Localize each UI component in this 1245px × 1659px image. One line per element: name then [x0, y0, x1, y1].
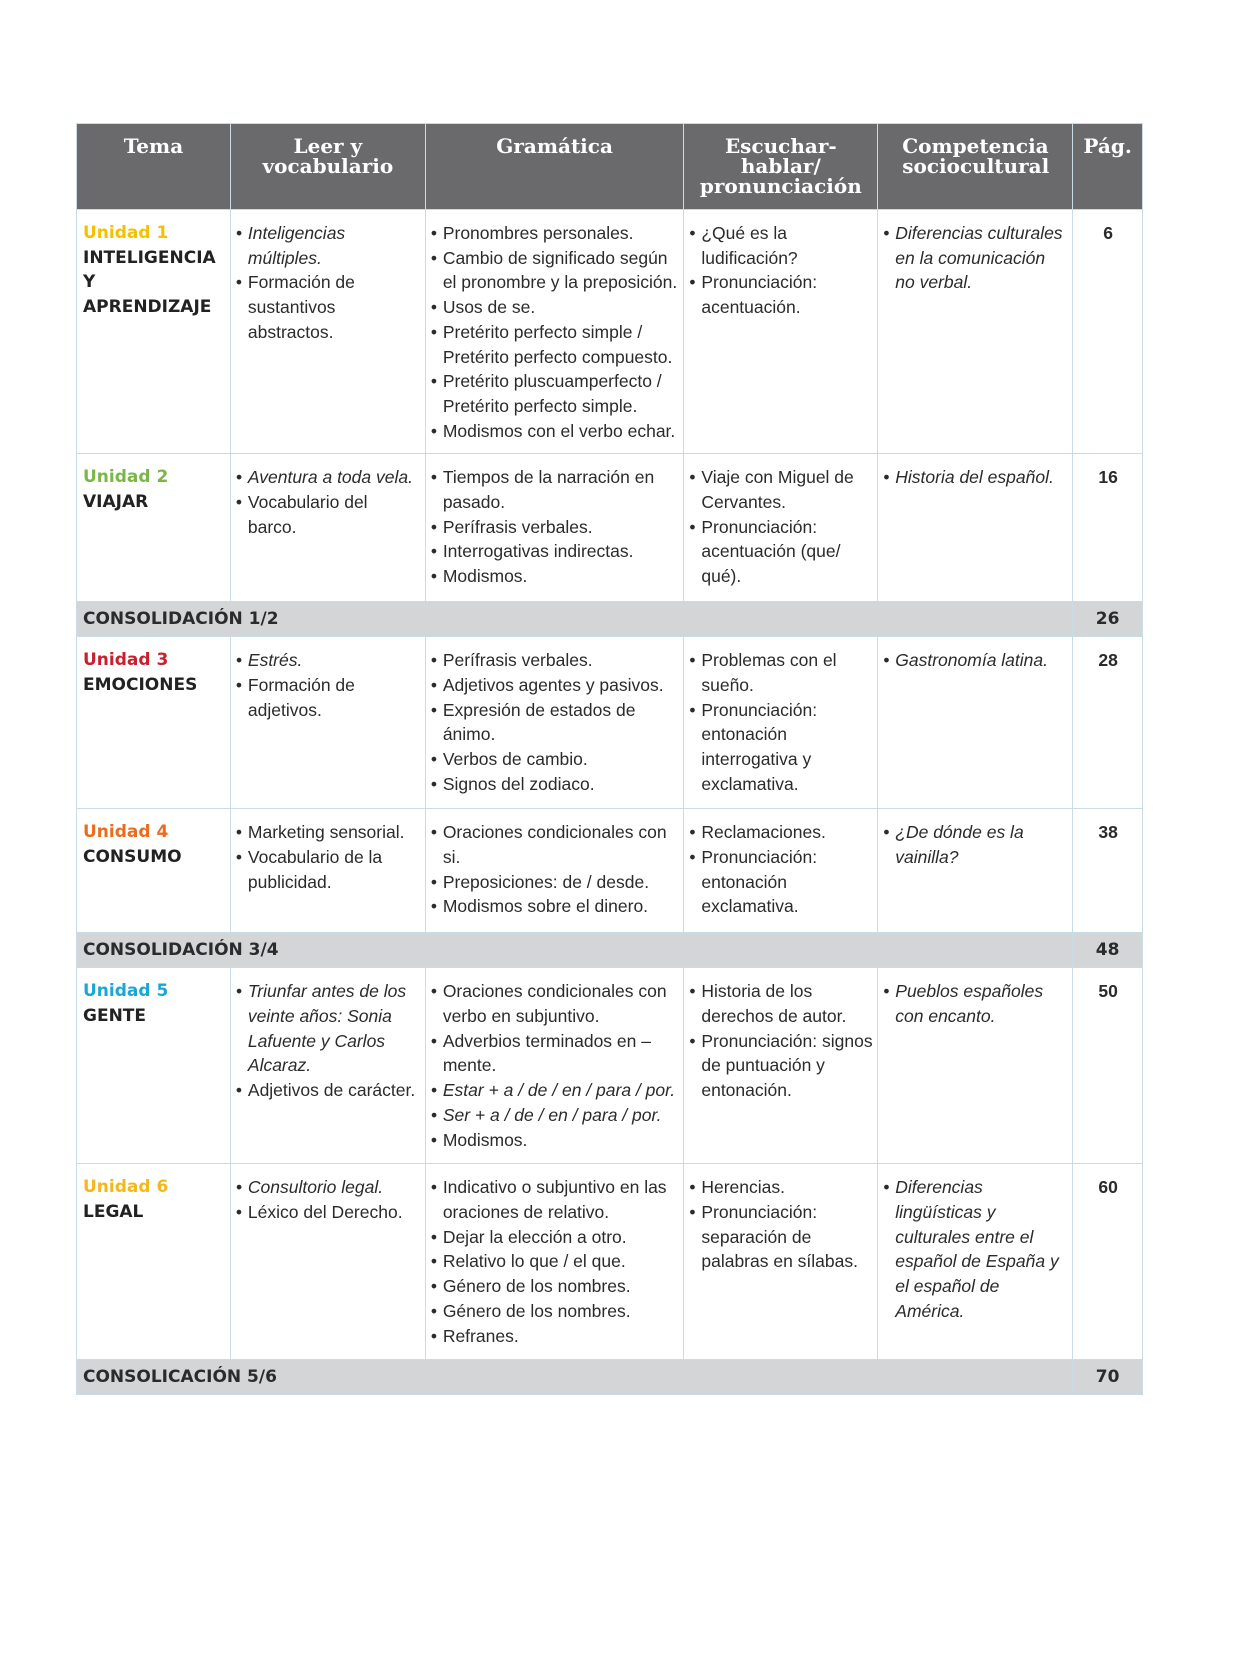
gramatica-item: • Relativo lo que / el que.: [431, 1249, 680, 1274]
page-number: 28: [1073, 637, 1143, 809]
gramatica-item: • Preposiciones: de / desde.: [431, 870, 680, 895]
contents-table: [76, 123, 1143, 1395]
escuchar-item: • Problemas con el sueño.: [689, 648, 873, 697]
escuchar-item: • Pronunciación: signos de puntuación y entonación.: [689, 1029, 873, 1103]
competencia-item: • Diferencias lingüísticas y culturales entre el español de España y el español de América.: [883, 1175, 1068, 1323]
escuchar-item: • ¿Qué es la ludificación?: [689, 221, 873, 270]
gramatica-item: • Modismos con el verbo echar.: [431, 419, 680, 444]
leer-item: • Léxico del Derecho.: [236, 1200, 421, 1225]
unit-label: Unidad 6: [83, 1177, 169, 1198]
leer-item: • Vocabulario del barco.: [236, 490, 421, 539]
unit-tema-cell: [77, 454, 231, 602]
competencia-cell: [878, 809, 1073, 933]
competencia-cell: [878, 454, 1073, 602]
unit-row: [77, 968, 1143, 1164]
leer-item: • Inteligencias múltiples.: [236, 221, 421, 270]
leer-cell: [230, 968, 425, 1164]
leer-item: • Triunfar antes de los veinte años: Sonia Lafuente y Carlos Alcaraz.: [236, 979, 421, 1078]
leer-item: • Aventura a toda vela.: [236, 465, 421, 490]
gramatica-item: • Ser + a / de / en / para / por.: [431, 1103, 680, 1128]
unit-row: [77, 809, 1143, 933]
gramatica-item: • Modismos sobre el dinero.: [431, 894, 680, 919]
page-number: 60: [1073, 1164, 1143, 1360]
page-number: 6: [1073, 210, 1143, 454]
unit-row: [77, 637, 1143, 809]
unit-tema-cell: [77, 809, 231, 933]
leer-cell: [230, 210, 425, 454]
consolidacion-label: CONSOLIDACIÓN 3/4: [77, 933, 1073, 968]
escuchar-item: • Viaje con Miguel de Cervantes.: [689, 465, 873, 514]
leer-item: • Formación de adjetivos.: [236, 673, 421, 722]
gramatica-item: • Cambio de significado según el pronombre y la preposición.: [431, 246, 680, 295]
leer-cell: [230, 454, 425, 602]
gramatica-cell: [425, 454, 684, 602]
gramatica-item: • Estar + a / de / en / para / por.: [431, 1078, 680, 1103]
unit-title: INTELIGENCIA Y APRENDIZAJE: [83, 247, 216, 318]
unit-title: GENTE: [83, 1006, 147, 1027]
unit-row: [77, 454, 1143, 602]
gramatica-item: • Pretérito perfecto simple / Pretérito perfecto compuesto.: [431, 320, 680, 369]
gramatica-item: • Pronombres personales.: [431, 221, 680, 246]
page-number: 38: [1073, 809, 1143, 933]
escuchar-item: • Pronunciación: separación de palabras en sílabas.: [689, 1200, 873, 1274]
escuchar-item: • Pronunciación: entonación interrogativa y exclamativa.: [689, 698, 873, 797]
header-leer-vocabulario: Leer y vocabulario: [230, 124, 425, 210]
unit-tema-cell: [77, 1164, 231, 1360]
header-row: [77, 124, 1143, 210]
competencia-item: • Diferencias culturales en la comunicación no verbal.: [883, 221, 1068, 295]
unit-title: VIAJAR: [83, 492, 149, 513]
consolidacion-row: [77, 933, 1143, 968]
page-number: 26: [1073, 602, 1143, 637]
gramatica-cell: [425, 637, 684, 809]
gramatica-item: • Expresión de estados de ánimo.: [431, 698, 680, 747]
escuchar-cell: [684, 637, 878, 809]
page-number: 50: [1073, 968, 1143, 1164]
page-number: 70: [1073, 1360, 1143, 1395]
unit-label: Unidad 5: [83, 981, 169, 1002]
consolidacion-row: [77, 1360, 1143, 1395]
gramatica-item: • Adverbios terminados en –mente.: [431, 1029, 680, 1078]
header-pag: Pág.: [1073, 124, 1143, 210]
gramatica-item: • Oraciones condicionales con si.: [431, 820, 680, 869]
escuchar-item: • Pronunciación: entonación exclamativa.: [689, 845, 873, 919]
gramatica-item: • Dejar la elección a otro.: [431, 1225, 680, 1250]
escuchar-item: • Reclamaciones.: [689, 820, 873, 845]
escuchar-item: • Pronunciación: acentuación.: [689, 270, 873, 319]
unit-tema-cell: [77, 968, 231, 1164]
leer-item: • Formación de sustantivos abstractos.: [236, 270, 421, 344]
competencia-cell: [878, 637, 1073, 809]
unit-row: [77, 210, 1143, 454]
competencia-cell: [878, 210, 1073, 454]
gramatica-item: • Perífrasis verbales.: [431, 648, 680, 673]
leer-item: • Vocabulario de la publicidad.: [236, 845, 421, 894]
gramatica-item: • Usos de se.: [431, 295, 680, 320]
escuchar-cell: [684, 1164, 878, 1360]
competencia-item: • ¿De dónde es la vainilla?: [883, 820, 1068, 869]
gramatica-item: • Refranes.: [431, 1324, 680, 1349]
leer-item: • Adjetivos de carácter.: [236, 1078, 421, 1103]
unit-row: [77, 1164, 1143, 1360]
consolidacion-row: [77, 602, 1143, 637]
gramatica-item: • Oraciones condicionales con verbo en subjuntivo.: [431, 979, 680, 1028]
leer-cell: [230, 637, 425, 809]
unit-title: CONSUMO: [83, 847, 182, 868]
gramatica-item: • Pretérito pluscuamperfecto / Pretérito perfecto simple.: [431, 369, 680, 418]
unit-label: Unidad 4: [83, 822, 169, 843]
gramatica-item: • Perífrasis verbales.: [431, 515, 680, 540]
gramatica-item: • Género de los nombres.: [431, 1299, 680, 1324]
page-number: 16: [1073, 454, 1143, 602]
gramatica-item: • Interrogativas indirectas.: [431, 539, 680, 564]
escuchar-cell: [684, 210, 878, 454]
leer-cell: [230, 1164, 425, 1360]
gramatica-item: • Género de los nombres.: [431, 1274, 680, 1299]
gramatica-cell: [425, 968, 684, 1164]
leer-item: • Marketing sensorial.: [236, 820, 421, 845]
gramatica-item: • Modismos.: [431, 1128, 680, 1153]
header-escuchar-hablar: Escuchar-hablar/ pronunciación: [684, 124, 878, 210]
header-tema: Tema: [77, 124, 231, 210]
gramatica-item: • Tiempos de la narración en pasado.: [431, 465, 680, 514]
escuchar-item: • Pronunciación: acentuación (que/ qué).: [689, 515, 873, 589]
consolidacion-label: CONSOLIDACIÓN 1/2: [77, 602, 1073, 637]
gramatica-cell: [425, 809, 684, 933]
unit-label: Unidad 1: [83, 223, 169, 243]
unit-label: Unidad 2: [83, 467, 169, 488]
competencia-item: • Historia del español.: [883, 465, 1068, 490]
gramatica-item: • Indicativo o subjuntivo en las oraciones de relativo.: [431, 1175, 680, 1224]
leer-item: • Estrés.: [236, 648, 421, 673]
consolidacion-label: CONSOLICACIÓN 5/6: [77, 1360, 1073, 1395]
escuchar-item: • Historia de los derechos de autor.: [689, 979, 873, 1028]
competencia-cell: [878, 968, 1073, 1164]
gramatica-item: • Verbos de cambio.: [431, 747, 680, 772]
gramatica-cell: [425, 1164, 684, 1360]
leer-item: • Consultorio legal.: [236, 1175, 421, 1200]
escuchar-cell: [684, 454, 878, 602]
escuchar-cell: [684, 968, 878, 1164]
competencia-item: • Pueblos españoles con encanto.: [883, 979, 1068, 1028]
header-gramatica: Gramática: [425, 124, 684, 210]
leer-cell: [230, 809, 425, 933]
unit-tema-cell: [77, 637, 231, 809]
unit-label: Unidad 3: [83, 650, 169, 671]
competencia-cell: [878, 1164, 1073, 1360]
gramatica-item: • Adjetivos agentes y pasivos.: [431, 673, 680, 698]
unit-title: LEGAL: [83, 1202, 144, 1223]
escuchar-cell: [684, 809, 878, 933]
escuchar-item: • Herencias.: [689, 1175, 873, 1200]
gramatica-item: • Modismos.: [431, 564, 680, 589]
unit-tema-cell: [77, 210, 231, 454]
gramatica-cell: [425, 210, 684, 454]
page-number: 48: [1073, 933, 1143, 968]
competencia-item: • Gastronomía latina.: [883, 648, 1068, 673]
gramatica-item: • Signos del zodiaco.: [431, 772, 680, 797]
unit-title: EMOCIONES: [83, 675, 198, 696]
header-competencia: Competencia sociocultural: [878, 124, 1073, 210]
